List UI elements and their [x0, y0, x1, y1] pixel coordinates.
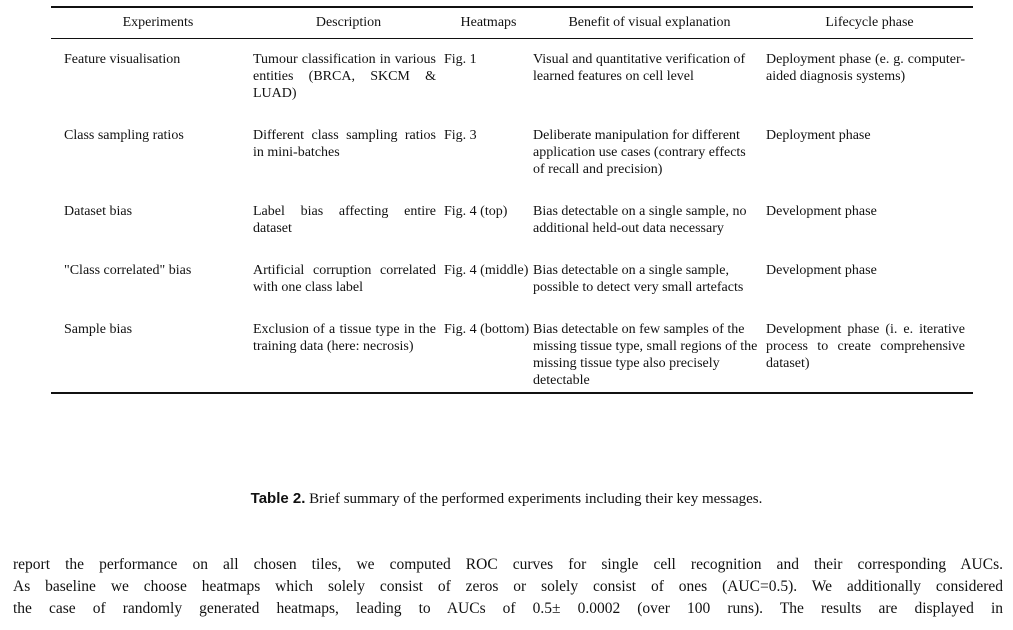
cell-benefit: Visual and quantitative verification of learned features on cell level — [533, 52, 746, 84]
cell-experiment: Sample bias — [64, 322, 133, 337]
header-benefit: Benefit of visual explanation — [568, 15, 731, 30]
cell-experiment: Feature visualisation — [64, 52, 181, 67]
cell-heatmaps: Fig. 4 (bottom) — [444, 322, 530, 337]
cell-benefit: Deliberate manipulation for different application use cases (contrary effects of recall and precision) — [533, 128, 746, 177]
experiments-table — [51, 6, 973, 394]
body-line: the case of randomly generated heatmaps, leading to AUCs of 0.5± 0.0002 (over 100 runs). The results are displayed in — [13, 600, 1003, 617]
cell-description: Artificial corruption correlated with one class label — [253, 263, 436, 295]
cell-phase: Development phase (i. e. iterative process to create comprehensive dataset) — [766, 322, 965, 371]
caption-text: Brief summary of the performed experiments including their key messages. — [309, 491, 763, 507]
cell-heatmaps: Fig. 4 (middle) — [444, 263, 529, 278]
cell-description: Label bias affecting entire dataset — [253, 204, 436, 236]
table-header-row — [51, 8, 973, 38]
cell-heatmaps: Fig. 1 — [444, 52, 477, 67]
body-line: report the performance on all chosen tiles, we computed ROC curves for single cell recognition and their corresponding AUCs. — [13, 556, 1003, 573]
cell-description: Exclusion of a tissue type in the training data (here: necrosis) — [253, 322, 436, 354]
table-caption — [0, 490, 1013, 508]
table — [51, 8, 973, 392]
body-line: As baseline we choose heatmaps which solely consist of zeros or solely consist of ones (AUC=0.5). We additionally considered — [13, 578, 1003, 595]
cell-phase: Deployment phase — [766, 128, 871, 143]
header-description: Description — [315, 15, 382, 30]
caption-label: Table 2. — [250, 490, 306, 507]
table-row — [51, 127, 973, 203]
cell-benefit: Bias detectable on a single sample, possible to detect very small artefacts — [533, 263, 744, 295]
cell-benefit: Bias detectable on a single sample, no additional held-out data necessary — [533, 204, 747, 236]
cell-experiment: Dataset bias — [64, 204, 133, 219]
cell-phase: Deployment phase (e. g. computer-aided diagnosis systems) — [766, 52, 965, 84]
table-row — [51, 262, 973, 321]
table-row — [51, 203, 973, 262]
header-lifecycle: Lifecycle phase — [825, 15, 914, 30]
cell-phase: Development phase — [766, 263, 877, 278]
cell-heatmaps: Fig. 3 — [444, 128, 477, 143]
cell-description: Tumour classification in various entities (BRCA, SKCM & LUAD) — [253, 52, 436, 101]
table-bottom-rule — [51, 392, 973, 394]
table-row — [51, 321, 973, 392]
header-heatmaps: Heatmaps — [460, 15, 517, 30]
cell-experiment: "Class correlated" bias — [64, 263, 192, 278]
header-experiments: Experiments — [122, 15, 194, 30]
cell-heatmaps: Fig. 4 (top) — [444, 204, 508, 219]
cell-phase: Development phase — [766, 204, 877, 219]
cell-description: Different class sampling ratios in mini-batches — [253, 128, 436, 160]
cell-benefit: Bias detectable on few samples of the missing tissue type, small regions of the missing tissue type also precisely detectable — [533, 322, 758, 388]
cell-experiment: Class sampling ratios — [64, 128, 184, 143]
body-paragraph — [13, 554, 1003, 620]
table-row — [51, 39, 973, 127]
